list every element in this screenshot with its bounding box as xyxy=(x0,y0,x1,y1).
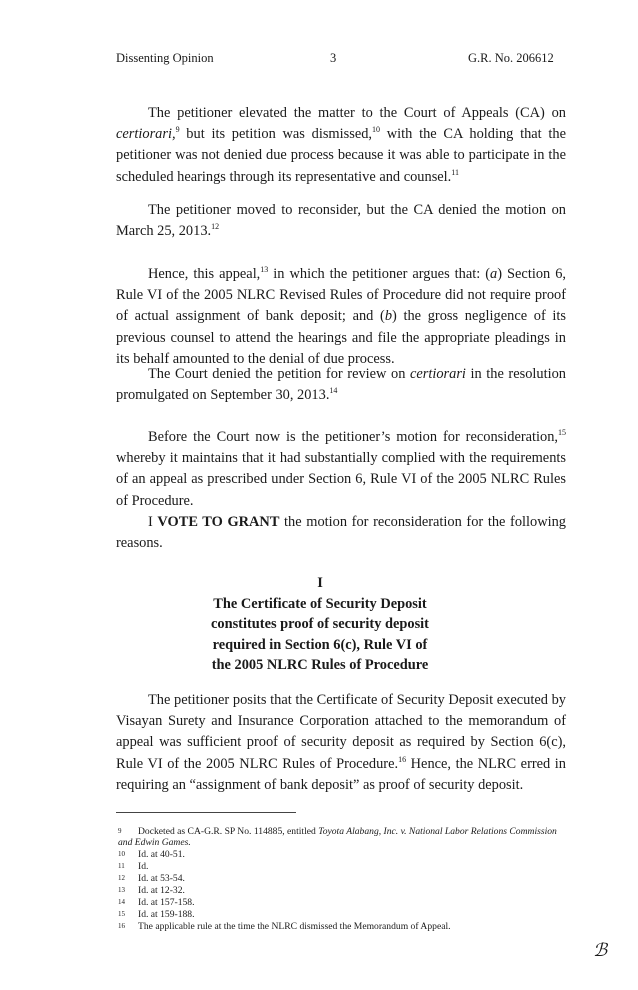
header-left: Dissenting Opinion xyxy=(116,51,214,65)
paragraph-2: The petitioner moved to reconsider, but the CA denied the motion on March 25, 2013.12 xyxy=(116,202,566,240)
heading-numeral: I xyxy=(317,575,323,591)
section-heading xyxy=(190,573,450,676)
paragraph-7: The petitioner posits that the Certificate of Security Deposit executed by Visayan Surety and Insurance Corporation attached to the memorandum of appeal was sufficient proof of security deposit as required by Section 6(c), Rule VI of the 2005 NLRC Rules of Procedure.$^{16}$ Hence, the NLRC erred in requiring an “assignment of bank deposit” as proof of security deposit. xyxy=(116,692,566,793)
footnote-15: 15 Id. at 159-188. xyxy=(118,909,195,920)
paragraph-5: Before the Court now is the petitioner’s motion for reconsideration,$^{15}$ whereby it maintains that it had substantially complied with the requirements of an appeal as prescribed under Section 6, Rule VI of the 2005 NLRC Rules of Procedure. xyxy=(116,428,566,509)
footnote-11: 11 Id. xyxy=(118,861,149,872)
handwritten-initial-mark: ℬ xyxy=(593,940,608,960)
footnote-9: 9 Docketed as CA-G.R. SP No. 114885, entitled Toyota Alabang, Inc. v. National Labor Relations Commission and Edwin Games. xyxy=(118,826,557,849)
paragraph-6: I VOTE TO GRANT the motion for reconsideration for the following reasons. xyxy=(116,514,566,552)
footnote-12: 12 Id. at 53-54. xyxy=(118,873,185,884)
case-number: G.R. No. 206612 xyxy=(468,51,554,65)
footnote-14: 14 Id. at 157-158. xyxy=(118,897,195,908)
footnote-divider xyxy=(116,812,296,813)
footnote-13: 13 Id. at 12-32. xyxy=(118,885,185,896)
paragraph-4: The Court denied the petition for review on certiorari in the resolution promulgated on September 30, 2013.14 xyxy=(116,366,566,404)
footnote-10: 10 Id. at 40-51. xyxy=(118,849,185,860)
footnote-16: 16 The applicable rule at the time the NLRC dismissed the Memorandum of Appeal. xyxy=(118,921,451,932)
paragraph-3: Hence, this appeal,$^{13}$ in which the petitioner argues that: (a) Section 6, Rule VI of the 2005 NLRC Revised Rules of Procedure did not require proof of actual assignment of bank deposit; and (b) the gross negligence of its previous counsel to attend the hearings and file the appropriate pleadings in its behalf amounted to the denial of due process. xyxy=(116,265,567,367)
heading-line-2: constitutes proof of security deposit xyxy=(211,616,429,632)
heading-line-4: the 2005 NLRC Rules of Procedure xyxy=(211,657,429,673)
heading-line-1: The Certificate of Security Deposit xyxy=(213,595,427,612)
paragraph-1: The petitioner elevated the matter to the Court of Appeals (CA) on certiorari,$^9$ but its petition was dismissed,$^{10}$ with the CA holding that the petitioner was not denied due process because it was able to participate in the scheduled hearings through its representative and counsel.$^{11}$ xyxy=(116,105,566,185)
page-number: 3 xyxy=(330,51,337,65)
heading-line-3: required in Section 6(c), Rule VI of xyxy=(212,636,428,653)
